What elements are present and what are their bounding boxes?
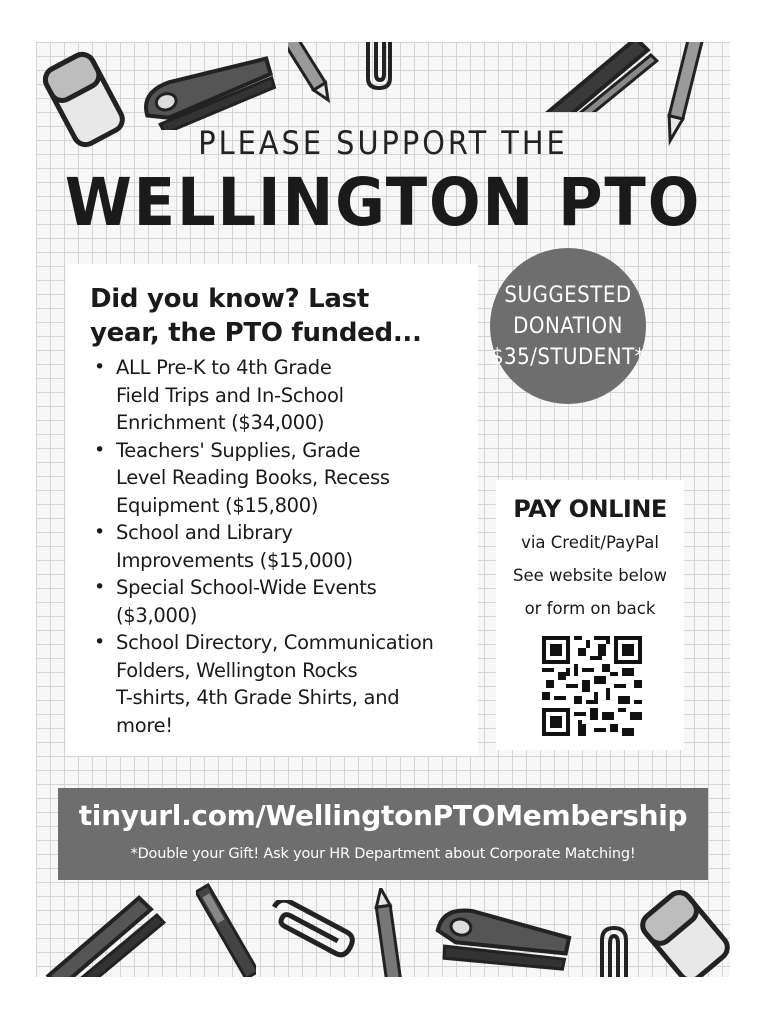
list-item	[90, 354, 464, 437]
list-item-line: School Directory, Communication	[116, 631, 434, 654]
bullet-icon: •	[94, 521, 105, 543]
intro-line: year, the PTO funded...	[90, 318, 422, 348]
corporate-matching-note: *Double your Gift! Ask your HR Department about Corporate Matching!	[130, 846, 636, 862]
pencil-icon	[288, 42, 338, 106]
headline-kicker: PLEASE SUPPORT THE	[198, 124, 568, 162]
list-item-line: T-shirts, 4th Grade Shirts, and	[116, 686, 400, 709]
pay-form-text: or form on back	[524, 599, 656, 618]
donation-line: DONATION	[513, 313, 623, 339]
eraser-icon	[634, 882, 730, 977]
page-title: WELLINGTON PTO	[64, 164, 702, 241]
suggested-donation-badge	[490, 248, 646, 404]
list-item-line: Improvements ($15,000)	[116, 548, 353, 572]
membership-url-banner	[58, 788, 708, 880]
intro-line: Did you know? Last	[90, 284, 369, 314]
pay-website-text: See website below	[513, 566, 667, 585]
paperclip-icon	[356, 42, 402, 92]
intro-heading	[90, 282, 464, 350]
list-item-line: Equipment ($15,800)	[116, 493, 319, 517]
list-item-line: Field Trips and In-School	[116, 383, 344, 407]
paperclip-icon	[592, 922, 636, 977]
stapler-icon	[530, 42, 660, 112]
list-item-line: Enrichment ($34,000)	[116, 411, 325, 434]
pay-online-box	[496, 480, 684, 750]
list-item	[90, 574, 464, 629]
list-item-line: Special School-Wide Events	[116, 576, 377, 599]
membership-link[interactable]: tinyurl.com/WellingtonPTOMembership	[78, 799, 688, 832]
list-item-line: Teachers' Supplies, Grade	[116, 438, 361, 462]
list-item-line: ALL Pre-K to 4th Grade	[116, 356, 332, 379]
funding-info-box	[66, 264, 478, 756]
list-item-line: more!	[116, 713, 173, 737]
funded-list	[90, 354, 464, 739]
list-item	[90, 629, 464, 739]
list-item-line: Folders, Wellington Rocks	[116, 658, 358, 682]
list-item	[90, 519, 464, 574]
list-item-line: ($3,000)	[116, 603, 198, 627]
bullet-icon: •	[94, 438, 105, 461]
bullet-icon: •	[94, 631, 105, 653]
list-item-line: School and Library	[116, 521, 293, 544]
donation-line: SUGGESTED	[504, 282, 632, 308]
paperclip-icon	[258, 900, 358, 966]
pay-online-title: PAY ONLINE	[513, 495, 667, 523]
list-item	[90, 437, 464, 520]
pen-icon	[196, 882, 256, 977]
qr-code-icon[interactable]	[542, 636, 642, 736]
flyer	[36, 42, 730, 977]
pencil-icon	[362, 888, 412, 977]
bullet-icon: •	[94, 356, 105, 378]
stapler-icon	[36, 892, 176, 977]
stapler-icon	[132, 46, 282, 130]
pay-method-text: via Credit/PayPal	[521, 533, 659, 552]
donation-amount: $35/STUDENT*	[490, 344, 646, 370]
list-item-line: Level Reading Books, Recess	[116, 466, 390, 489]
stapler-icon	[428, 894, 578, 977]
bullet-icon: •	[94, 576, 105, 598]
